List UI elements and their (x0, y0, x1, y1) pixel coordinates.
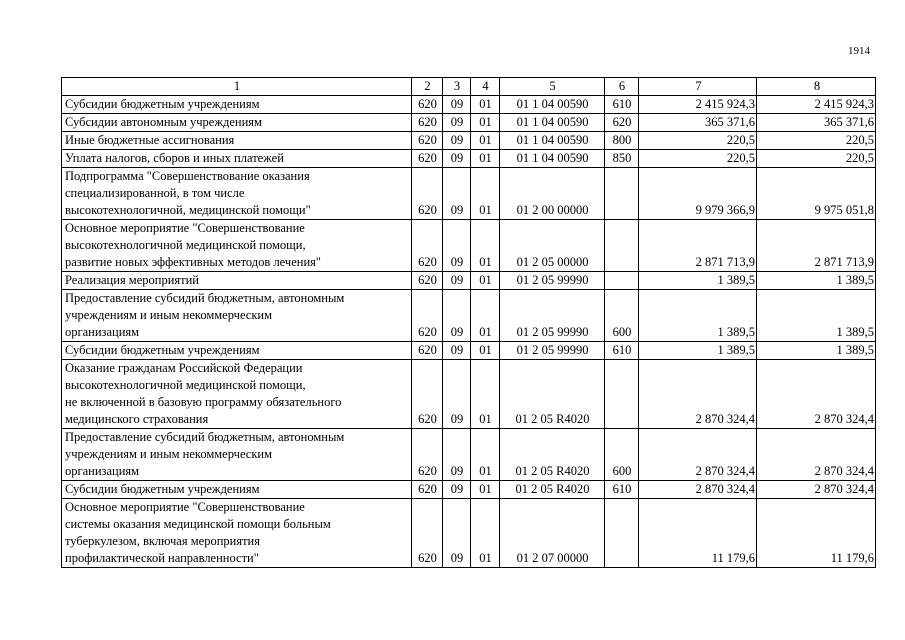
expense-type-cell: 610 (605, 342, 639, 360)
subsection-cell: 01 (471, 272, 500, 290)
name-cell: Подпрограмма "Совершенствование оказания специализированной, в том числе высокотехнологичной, медицинской помощи" (62, 168, 412, 220)
table-row (62, 220, 876, 272)
header-cell: 8 (757, 78, 876, 96)
header-cell: 3 (443, 78, 471, 96)
name-cell: Уплата налогов, сборов и иных платежей (62, 150, 412, 168)
subsection-cell: 01 (471, 429, 500, 481)
expense-type-cell: 620 (605, 114, 639, 132)
amount-year1-cell: 1 389,5 (639, 272, 757, 290)
subsection-cell: 01 (471, 96, 500, 114)
subsection-cell: 01 (471, 114, 500, 132)
name-cell: Оказание гражданам Российской Федерации высокотехнологичной медицинской помощи, не включенной в базовую программу обязательного медицинского страхования (62, 360, 412, 429)
expense-type-cell (605, 360, 639, 429)
amount-year2-cell: 1 389,5 (757, 290, 876, 342)
amount-year2-cell: 2 415 924,3 (757, 96, 876, 114)
table-row (62, 342, 876, 360)
amount-year1-cell: 2 870 324,4 (639, 481, 757, 499)
target-article-cell: 01 2 05 99990 (500, 342, 605, 360)
amount-year2-cell: 2 871 713,9 (757, 220, 876, 272)
table-row (62, 360, 876, 429)
subsection-cell: 01 (471, 290, 500, 342)
name-cell: Субсидии бюджетным учреждениям (62, 96, 412, 114)
section-cell: 09 (443, 132, 471, 150)
expense-type-cell: 610 (605, 481, 639, 499)
target-article-cell: 01 1 04 00590 (500, 96, 605, 114)
section-cell: 09 (443, 220, 471, 272)
name-cell: Реализация мероприятий (62, 272, 412, 290)
name-cell: Иные бюджетные ассигнования (62, 132, 412, 150)
header-cell: 1 (62, 78, 412, 96)
amount-year2-cell: 220,5 (757, 132, 876, 150)
section-cell: 09 (443, 168, 471, 220)
amount-year1-cell: 365 371,6 (639, 114, 757, 132)
section-cell: 09 (443, 114, 471, 132)
ministry-code-cell: 620 (412, 220, 443, 272)
ministry-code-cell: 620 (412, 429, 443, 481)
ministry-code-cell: 620 (412, 342, 443, 360)
name-cell: Субсидии бюджетным учреждениям (62, 481, 412, 499)
target-article-cell: 01 1 04 00590 (500, 150, 605, 168)
budget-table (61, 77, 876, 568)
target-article-cell: 01 1 04 00590 (500, 114, 605, 132)
amount-year1-cell: 1 389,5 (639, 342, 757, 360)
subsection-cell: 01 (471, 481, 500, 499)
target-article-cell: 01 2 05 R4020 (500, 481, 605, 499)
expense-type-cell: 850 (605, 150, 639, 168)
table-row (62, 481, 876, 499)
table-row (62, 150, 876, 168)
ministry-code-cell: 620 (412, 132, 443, 150)
amount-year1-cell: 220,5 (639, 150, 757, 168)
ministry-code-cell: 620 (412, 360, 443, 429)
amount-year2-cell: 1 389,5 (757, 342, 876, 360)
amount-year1-cell: 220,5 (639, 132, 757, 150)
section-cell: 09 (443, 499, 471, 568)
table-row (62, 132, 876, 150)
name-cell: Предоставление субсидий бюджетным, автономным учреждениям и иным некоммерческим организациям (62, 429, 412, 481)
name-cell: Основное мероприятие "Совершенствование высокотехнологичной медицинской помощи, развитие новых эффективных методов лечения" (62, 220, 412, 272)
amount-year2-cell: 11 179,6 (757, 499, 876, 568)
table-row (62, 429, 876, 481)
ministry-code-cell: 620 (412, 272, 443, 290)
section-cell: 09 (443, 342, 471, 360)
page-number: 1914 (848, 45, 870, 57)
subsection-cell: 01 (471, 499, 500, 568)
header-cell: 7 (639, 78, 757, 96)
amount-year1-cell: 1 389,5 (639, 290, 757, 342)
ministry-code-cell: 620 (412, 96, 443, 114)
amount-year2-cell: 1 389,5 (757, 272, 876, 290)
header-cell: 2 (412, 78, 443, 96)
ministry-code-cell: 620 (412, 481, 443, 499)
section-cell: 09 (443, 96, 471, 114)
target-article-cell: 01 1 04 00590 (500, 132, 605, 150)
amount-year1-cell: 2 415 924,3 (639, 96, 757, 114)
amount-year2-cell: 2 870 324,4 (757, 481, 876, 499)
expense-type-cell: 600 (605, 290, 639, 342)
header-cell: 5 (500, 78, 605, 96)
subsection-cell: 01 (471, 220, 500, 272)
subsection-cell: 01 (471, 342, 500, 360)
table-row (62, 114, 876, 132)
table-row (62, 499, 876, 568)
section-cell: 09 (443, 481, 471, 499)
amount-year2-cell: 365 371,6 (757, 114, 876, 132)
subsection-cell: 01 (471, 132, 500, 150)
ministry-code-cell: 620 (412, 150, 443, 168)
target-article-cell: 01 2 05 00000 (500, 220, 605, 272)
name-cell: Субсидии бюджетным учреждениям (62, 342, 412, 360)
amount-year1-cell: 2 870 324,4 (639, 360, 757, 429)
expense-type-cell (605, 272, 639, 290)
table-header-row (62, 78, 876, 96)
amount-year1-cell: 9 979 366,9 (639, 168, 757, 220)
amount-year1-cell: 2 870 324,4 (639, 429, 757, 481)
section-cell: 09 (443, 150, 471, 168)
target-article-cell: 01 2 05 99990 (500, 272, 605, 290)
header-cell: 6 (605, 78, 639, 96)
table-row (62, 168, 876, 220)
target-article-cell: 01 2 05 99990 (500, 290, 605, 342)
target-article-cell: 01 2 05 R4020 (500, 429, 605, 481)
name-cell: Субсидии автономным учреждениям (62, 114, 412, 132)
table-row (62, 96, 876, 114)
section-cell: 09 (443, 360, 471, 429)
subsection-cell: 01 (471, 150, 500, 168)
expense-type-cell (605, 499, 639, 568)
target-article-cell: 01 2 05 R4020 (500, 360, 605, 429)
expense-type-cell: 800 (605, 132, 639, 150)
expense-type-cell: 600 (605, 429, 639, 481)
ministry-code-cell: 620 (412, 499, 443, 568)
amount-year1-cell: 11 179,6 (639, 499, 757, 568)
expense-type-cell (605, 168, 639, 220)
ministry-code-cell: 620 (412, 114, 443, 132)
amount-year2-cell: 2 870 324,4 (757, 360, 876, 429)
table-row (62, 290, 876, 342)
expense-type-cell: 610 (605, 96, 639, 114)
subsection-cell: 01 (471, 168, 500, 220)
ministry-code-cell: 620 (412, 290, 443, 342)
target-article-cell: 01 2 07 00000 (500, 499, 605, 568)
target-article-cell: 01 2 00 00000 (500, 168, 605, 220)
amount-year2-cell: 9 975 051,8 (757, 168, 876, 220)
table-body (62, 78, 876, 568)
amount-year2-cell: 2 870 324,4 (757, 429, 876, 481)
section-cell: 09 (443, 429, 471, 481)
name-cell: Предоставление субсидий бюджетным, автономным учреждениям и иным некоммерческим организациям (62, 290, 412, 342)
header-cell: 4 (471, 78, 500, 96)
section-cell: 09 (443, 290, 471, 342)
amount-year2-cell: 220,5 (757, 150, 876, 168)
ministry-code-cell: 620 (412, 168, 443, 220)
table-row (62, 272, 876, 290)
name-cell: Основное мероприятие "Совершенствование системы оказания медицинской помощи больным туберкулезом, включая мероприятия профилактической направленности" (62, 499, 412, 568)
subsection-cell: 01 (471, 360, 500, 429)
section-cell: 09 (443, 272, 471, 290)
expense-type-cell (605, 220, 639, 272)
amount-year1-cell: 2 871 713,9 (639, 220, 757, 272)
